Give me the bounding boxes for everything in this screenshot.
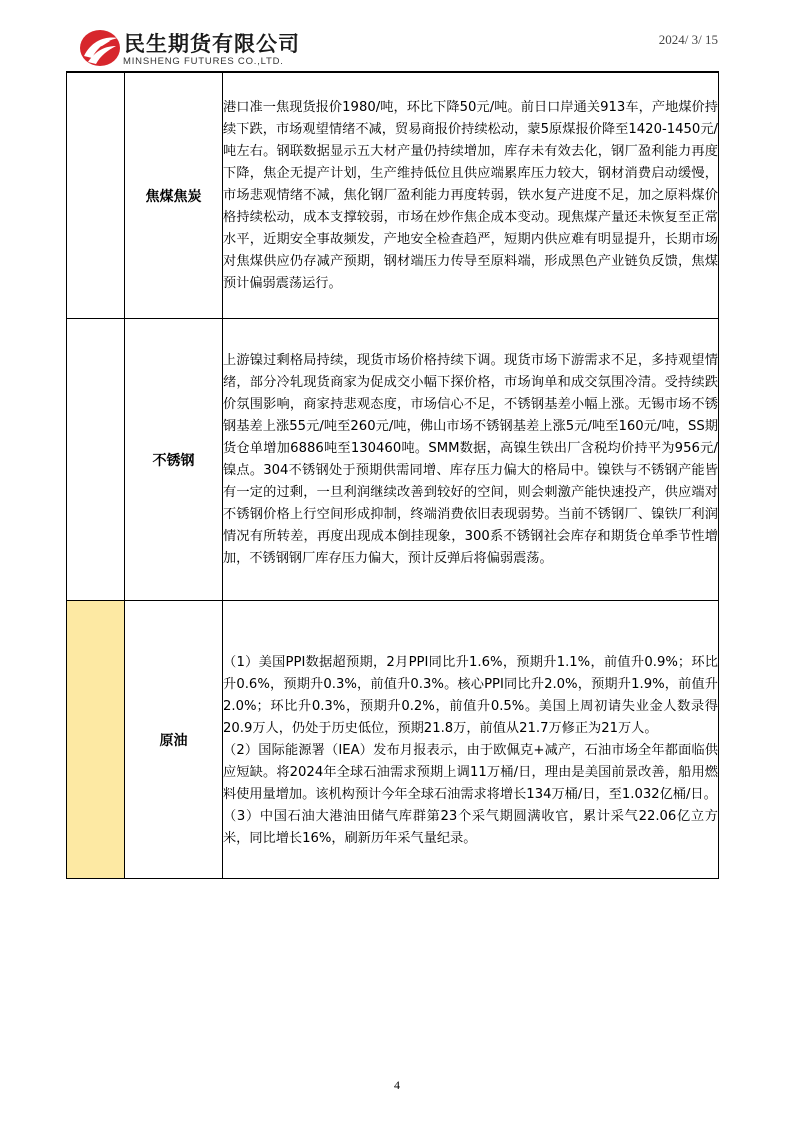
content-paragraph: 港口准一焦现货报价1980/吨，环比下降50元/吨。前日口岸通关913车，产地煤价持续下跌，市场观望情绪不减，贸易商报价持续松动，蒙5原煤报价降至1420-1450元/吨左右。钢联数据显示五大材产量仍持续增加，库存未有效去化，钢厂盈利能力再度下降，焦企无提产计划，生产维持低位且供应端累库压力较大，钢材消费启动缓慢，市场悲观情绪不减，焦化钢厂盈利能力再度转弱，铁水复产进度不足，加之原料煤价格持续松动，成本支撑较弱，市场在炒作焦企成本变动。现焦煤产量还未恢复至正常水平，近期安全事故频发，产地安全检查趋严，短期内供应难有明显提升，长期市场对焦煤供应仍存减产预期，钢材端压力传导至原料端，形成黑色产业链负反馈，焦煤预计偏弱震荡运行。: [223, 99, 718, 291]
brand-name-en: MINSHENG FUTURES CO.,LTD.: [123, 56, 284, 67]
page-number: 4: [394, 1078, 400, 1092]
commodity-label: 焦煤焦炭: [125, 73, 223, 319]
category-cell: [67, 319, 125, 601]
brand-name-cn: 民生期货有限公司: [124, 32, 300, 56]
commodity-label: 不锈钢: [125, 319, 223, 601]
commodity-content: [223, 601, 719, 879]
report-date: 2024/ 3/ 15: [658, 32, 718, 47]
category-cell: [67, 73, 125, 319]
content-paragraph: （3）中国石油大港油田储气库群第23个采气期圆满收官，累计采气22.06亿立方米，同比增长16%，刷新历年采气量纪录。: [223, 808, 718, 846]
minsheng-logo-icon: [78, 26, 122, 68]
category-cell-energy: [67, 601, 125, 879]
commodity-label: 原油: [125, 601, 223, 879]
commodity-content: [223, 319, 719, 601]
table-row: [67, 601, 719, 879]
content-paragraph: 上游镍过剩格局持续，现货市场价格持续下调。现货市场下游需求不足，多持观望情绪，部分冷轧现货商家为促成交小幅下探价格，市场询单和成交氛围冷清。受持续跌价氛围影响，商家持悲观态度，市场信心不足，不锈钢基差小幅上涨。无锡市场不锈钢基差上涨55元/吨至260元/吨，佛山市场不锈钢基差上涨5元/吨至160元/吨，SS期货仓单增加6886吨至130460吨。SMM数据，高镍生铁出厂含税均价持平为956元/镍点。304不锈钢处于预期供需同增、库存压力偏大的格局中。镍铁与不锈钢产能皆有一定的过剩，一旦利润继续改善到较好的空间，则会刺激产能快速投产，供应端对不锈钢价格上行空间形成抑制，终端消费依旧表现弱势。当前不锈钢厂、镍铁厂利润情况有所转差，再度出现成本倒挂现象，300系不锈钢社会库存和期货仓单季节性增加，不锈钢钢厂库存压力偏大，预计反弹后将偏弱震荡。: [223, 352, 718, 566]
commodity-table: [66, 72, 719, 879]
content-paragraph: （2）国际能源署（IEA）发布月报表示，由于欧佩克+减产，石油市场全年都面临供应短缺。将2024年全球石油需求预期上调11万桶/日，理由是美国前景改善，船用燃料使用量增加。该机构预计今年全球石油需求将增长134万桶/日，至1.032亿桶/日。: [223, 742, 718, 802]
commodity-content: [223, 73, 719, 319]
table-row: [67, 73, 719, 319]
table-row: [67, 319, 719, 601]
content-paragraph: （1）美国PPI数据超预期，2月PPI同比升1.6%，预期升1.1%，前值升0.9%；环比升0.6%，预期升0.3%，前值升0.3%。核心PPI同比升2.0%，预期升1.9%，前值升2.0%；环比升0.3%，预期升0.2%，前值升0.5%。美国上周初请失业金人数录得20.9万人，仍处于历史低位，预期21.8万，前值从21.7万修正为21万人。: [223, 654, 718, 736]
page-header: [0, 0, 794, 72]
